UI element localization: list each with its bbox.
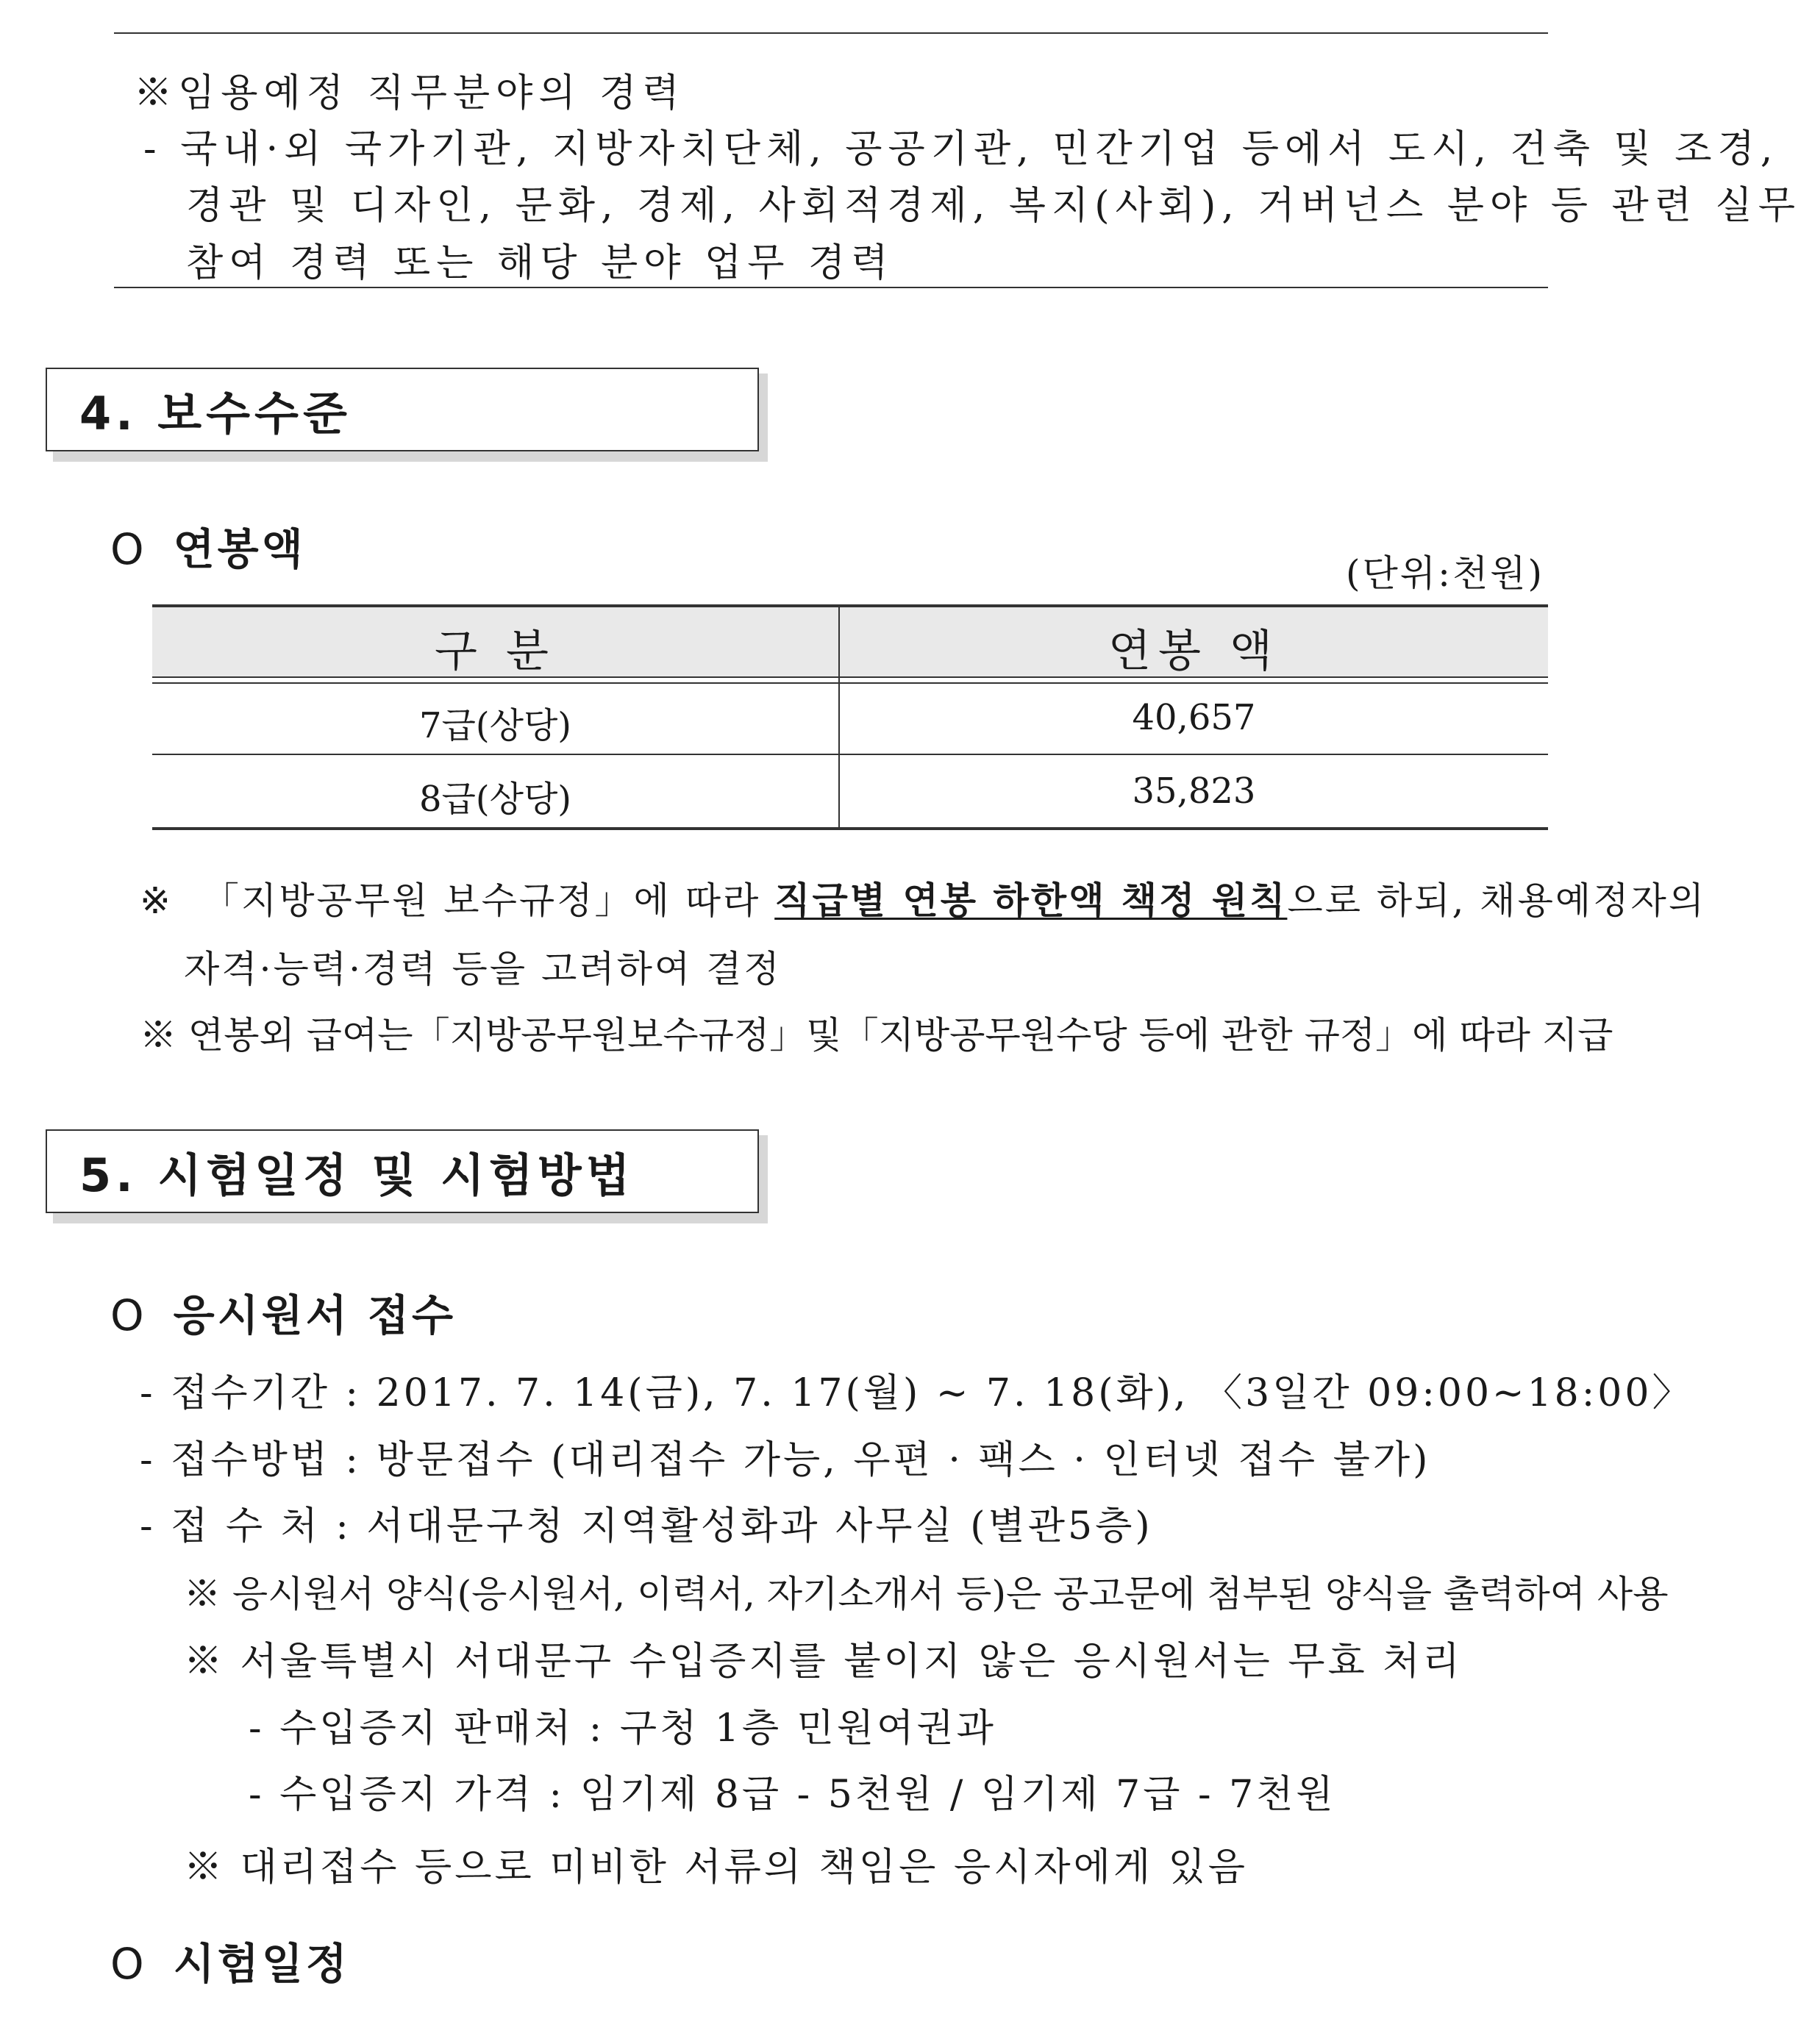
table-header-category: 구 분 bbox=[435, 626, 556, 677]
top-rule bbox=[114, 32, 1548, 34]
note-pre: 「지방공무원 보수규정」에 따라 bbox=[202, 879, 775, 922]
experience-line-3: 참여 경력 또는 해당 분야 업무 경력 bbox=[186, 241, 894, 285]
salary-note-2: ※ 연봉외 급여는「지방공무원보수규정」및「지방공무원수당 등에 관한 규정」에 따라 지급 bbox=[140, 1014, 1613, 1057]
table-bottom-rule bbox=[152, 827, 1548, 830]
table-header-rule-2 bbox=[152, 682, 1548, 684]
table-top-rule bbox=[152, 604, 1548, 607]
table-cell-grade-7: 7급(상당) bbox=[418, 705, 572, 746]
salary-note-1-cont: 자격·능력·경력 등을 고려하여 결정 bbox=[184, 948, 782, 990]
remark-proxy: ※ 대리접수 등으로 미비한 서류의 책임은 응시자에게 있음 bbox=[184, 1845, 1249, 1890]
section4-title: 4. 보수수준 bbox=[46, 368, 759, 451]
remark-form: ※ 응시원서 양식(응시원서, 이력서, 자기소개서 등)은 공고문에 첨부된 양식을 출력하여 사용 bbox=[184, 1573, 1669, 1615]
table-cell-salary-8: 35,823 bbox=[1132, 771, 1256, 812]
salary-subtitle: 연봉액 bbox=[173, 524, 306, 574]
application-subtitle: 응시원서 접수 bbox=[173, 1290, 457, 1340]
application-period: - 접수기간 : 2017. 7. 14(금), 7. 17(월) ~ 7. 18(화), 〈3일간 09:00~18:00〉 bbox=[140, 1371, 1694, 1415]
schedule-heading bbox=[110, 1929, 350, 1991]
circle-bullet-icon: O bbox=[110, 524, 147, 574]
experience-line-1: - 국내·외 국가기관, 지방자치단체, 공공기관, 민간기업 등에서 도시, 건축 및 조경, bbox=[143, 127, 1779, 171]
bottom-rule bbox=[114, 287, 1548, 288]
experience-line-2: 경관 및 디자인, 문화, 경제, 사회적경제, 복지(사회), 거버넌스 분야 등 관련 실무 bbox=[186, 184, 1801, 228]
table-cell-salary-7: 40,657 bbox=[1132, 697, 1256, 738]
table-row-rule bbox=[152, 754, 1548, 755]
unit-label: (단위:천원) bbox=[1346, 552, 1545, 595]
stamp-price: - 수입증지 가격 : 임기제 8급 - 5천원 / 임기제 7급 - 7천원 bbox=[249, 1773, 1336, 1817]
experience-note-title: ※임용예정 직무분야의 경력 bbox=[134, 71, 685, 115]
application-heading bbox=[110, 1281, 456, 1343]
section5-title: 5. 시험일정 및 시험방법 bbox=[46, 1129, 759, 1213]
stamp-seller: - 수입증지 판매처 : 구청 1층 민원여권과 bbox=[249, 1707, 996, 1751]
schedule-subtitle: 시험일정 bbox=[173, 1939, 350, 1989]
application-place: - 접 수 처 : 서대문구청 지역활성화과 사무실 (별관5층) bbox=[140, 1504, 1153, 1548]
remark-stamp: ※ 서울특별시 서대문구 수입증지를 붙이지 않은 응시원서는 무효 처리 bbox=[184, 1640, 1463, 1684]
table-header-salary: 연봉 액 bbox=[1108, 626, 1280, 677]
note-post: 으로 하되, 채용예정자의 bbox=[1287, 879, 1707, 922]
note-emphasis: 직급별 연봉 하한액 책정 원칙 bbox=[774, 879, 1288, 922]
salary-heading bbox=[110, 515, 306, 576]
circle-bullet-icon: O bbox=[110, 1939, 147, 1989]
application-method: - 접수방법 : 방문접수 (대리접수 가능, 우편 · 팩스 · 인터넷 접수 불가) bbox=[140, 1438, 1431, 1482]
salary-note-1 bbox=[140, 871, 1706, 924]
note-mark: ※ bbox=[140, 879, 173, 922]
table-cell-grade-8: 8급(상당) bbox=[418, 779, 572, 820]
circle-bullet-icon: O bbox=[110, 1290, 147, 1340]
